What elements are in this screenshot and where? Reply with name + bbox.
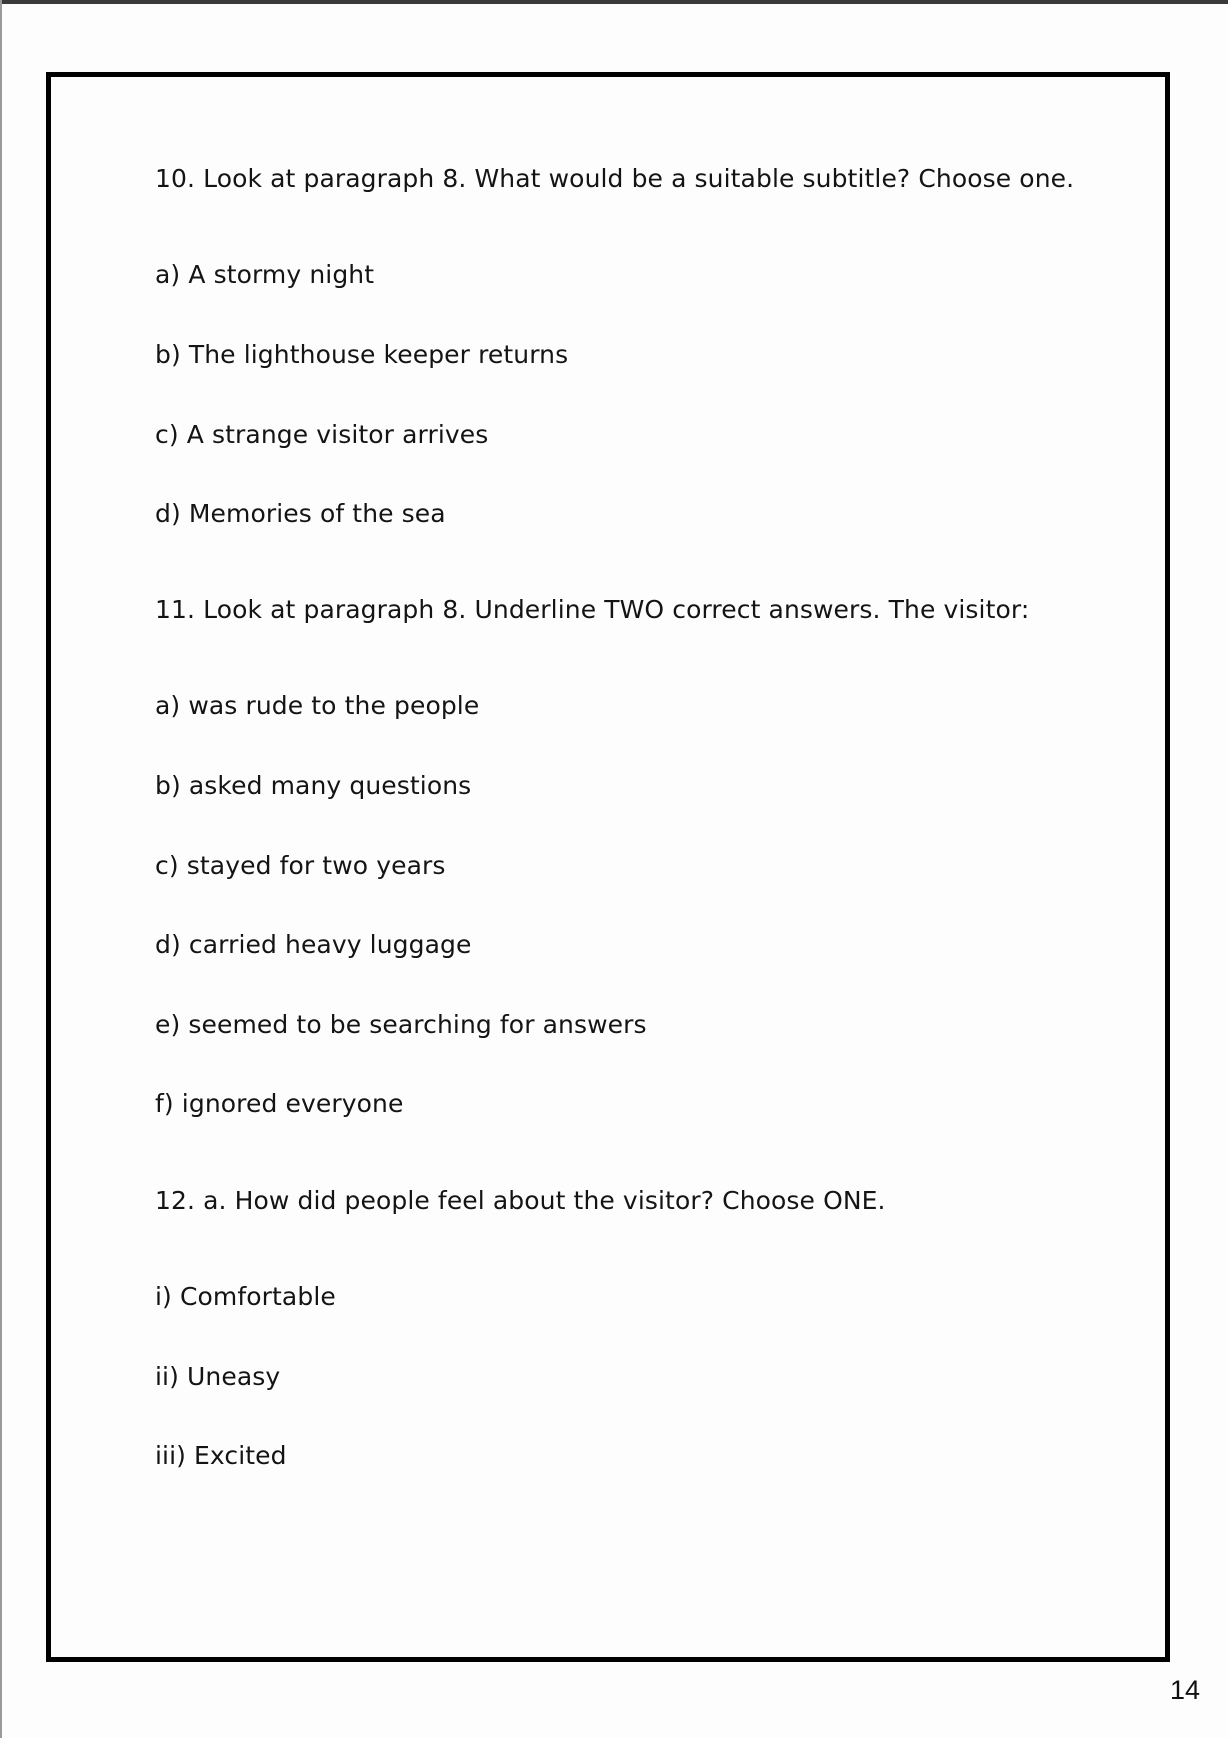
page-number: 14	[1169, 1675, 1200, 1705]
question-11-prompt: 11. Look at paragraph 8. Underline TWO correct answers. The visitor:	[155, 595, 1030, 624]
question-10-option-c: c) A strange visitor arrives	[155, 420, 489, 449]
question-10-prompt: 10. Look at paragraph 8. What would be a suitable subtitle? Choose one.	[155, 164, 1075, 193]
question-11-option-e: e) seemed to be searching for answers	[155, 1010, 647, 1039]
left-edge-line	[0, 0, 2, 1738]
question-10-option-a: a) A stormy night	[155, 260, 375, 289]
question-11-option-c: c) stayed for two years	[155, 851, 446, 880]
question-10-option-d: d) Memories of the sea	[155, 499, 446, 528]
question-11-option-d: d) carried heavy luggage	[155, 930, 472, 959]
question-10-option-b: b) The lighthouse keeper returns	[155, 340, 569, 369]
question-11-option-b: b) asked many questions	[155, 771, 472, 800]
top-edge-line	[0, 0, 1228, 4]
page-border-frame	[46, 72, 1170, 1662]
question-12a-option-ii: ii) Uneasy	[155, 1362, 281, 1391]
question-12a-option-i: i) Comfortable	[155, 1282, 336, 1311]
question-12a-prompt: 12. a. How did people feel about the visitor? Choose ONE.	[155, 1186, 886, 1215]
question-11-option-f: f) ignored everyone	[155, 1089, 404, 1118]
question-12a-option-iii: iii) Excited	[155, 1441, 287, 1470]
question-11-option-a: a) was rude to the people	[155, 691, 480, 720]
